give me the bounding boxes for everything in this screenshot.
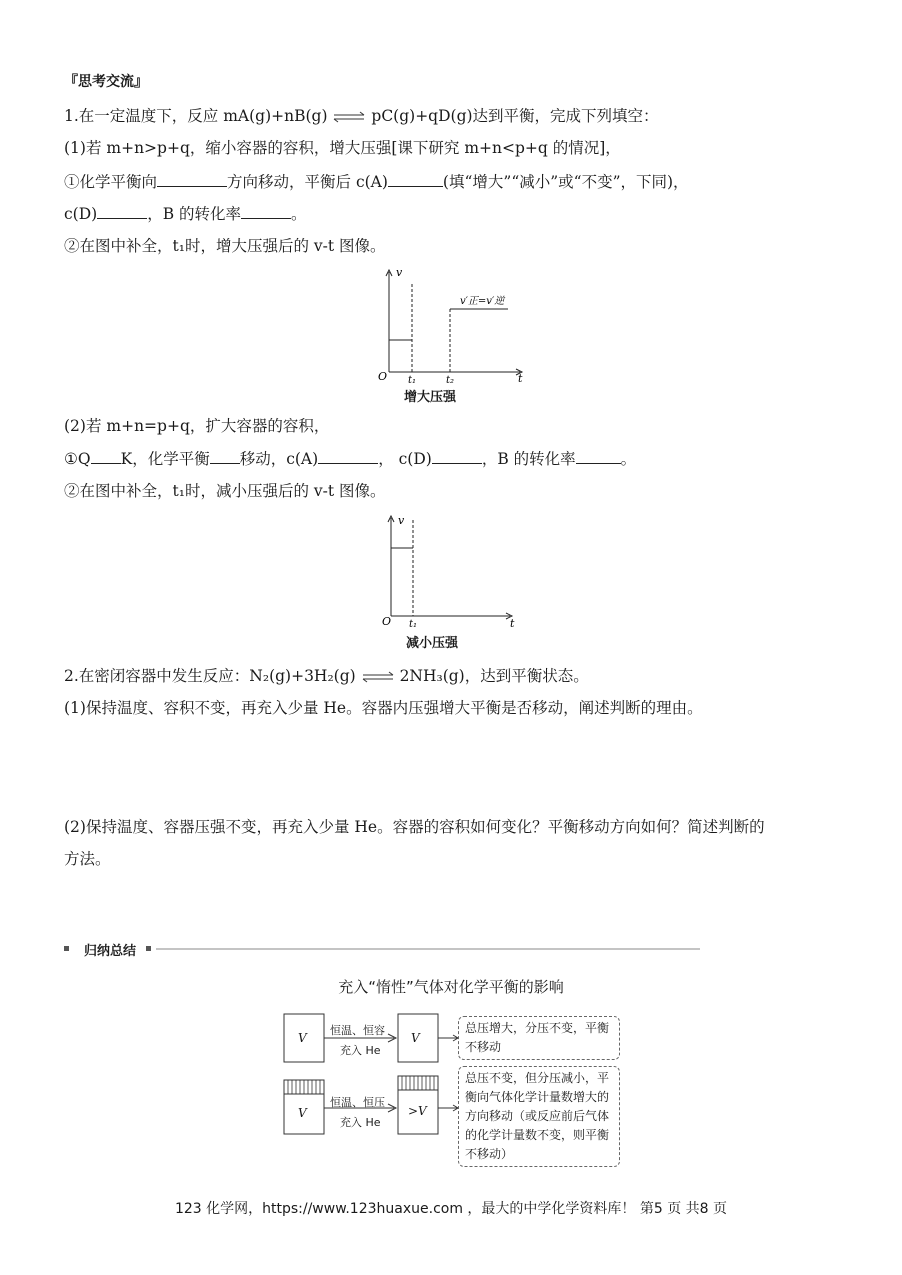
blank-field[interactable]	[318, 449, 378, 464]
equilibrium-arrow-icon	[361, 671, 395, 683]
graph2-caption: 减小压强	[406, 636, 459, 651]
q1-p2i-text-b: K，化学平衡	[120, 450, 210, 468]
row1-arrow-bottom: 充入 He	[340, 1044, 381, 1057]
tick-t2: t₂	[446, 375, 455, 384]
row1-note: 总压增大，分压不变，平衡不移动	[458, 1016, 620, 1060]
tick-t1: t₁	[409, 619, 418, 630]
row2-box-left-label: V	[298, 1106, 307, 1120]
q1-part2-i	[64, 449, 636, 469]
q1-p1i2-text-a: c(D)	[64, 205, 98, 223]
row1-box-right-label: V	[411, 1031, 420, 1045]
q2-part2: (2)保持温度、容器压强不变，再充入少量 He。容器的容积如何变化？平衡移动方向如何？简述判断的	[64, 818, 765, 836]
q1-p1i2-text-b: ，B 的转化率	[147, 205, 242, 223]
blank-field[interactable]	[157, 172, 227, 187]
y-axis-label: v	[396, 266, 403, 279]
row2-arrow-top: 恒温、恒压	[330, 1096, 385, 1109]
q1-part1-i-cont	[64, 204, 307, 224]
row2-arrow-bottom: 充入 He	[340, 1116, 381, 1129]
diagram-title: 充入“惰性”气体对化学平衡的影响	[338, 978, 564, 996]
equilibrium-arrow-icon	[332, 111, 366, 123]
q1-part1-i	[64, 172, 689, 192]
q1-part2-ii: ②在图中补全，t₁时，减小压强后的 v-t 图像。	[64, 482, 386, 500]
section-title: 『思考交流』	[64, 74, 148, 90]
blank-field[interactable]	[91, 449, 121, 464]
x-axis-label: t	[510, 617, 515, 630]
blank-field[interactable]	[210, 449, 240, 464]
q2-stem	[64, 666, 589, 686]
origin-label: O	[378, 370, 388, 383]
summary-title: 归纳总结	[80, 940, 140, 959]
q1-p1i-text-a: ①化学平衡向	[64, 173, 158, 191]
summary-divider	[64, 941, 704, 959]
origin-label: O	[382, 615, 392, 628]
q1-p2i-text-f: 。	[620, 450, 637, 468]
graph1-caption: 增大压强	[404, 390, 457, 405]
q1-part1-ii: ②在图中补全，t₁时，增大压强后的 v-t 图像。	[64, 237, 386, 255]
page-footer: 123 化学网，https://www.123huaxue.com ，最大的中学化学资料库！ 第5 页 共8 页	[174, 1201, 728, 1217]
blank-field[interactable]	[388, 172, 443, 187]
vt-graph-increase-pressure	[370, 264, 530, 384]
blank-field[interactable]	[576, 449, 621, 464]
row2-note: 总压不变，但分压减小，平衡向气体化学计量数增大的方向移动（或反应前后气体的化学计量数不变，则平衡不移动）	[458, 1066, 620, 1167]
q1-p2i-text-a: ①Q	[64, 450, 91, 468]
q1-p1i-text-c: (填“增大”“减小”或“不变”，下同)，	[442, 173, 689, 191]
q1-p1i2-text-c: 。	[291, 205, 307, 223]
vt-graph-decrease-pressure	[372, 510, 522, 630]
q2-part1: (1)保持温度、容积不变，再充入少量 He。容器内压强增大平衡是否移动，阐述判断的理由。	[64, 699, 703, 717]
q1-part2: (2)若 m+n=p+q，扩大容器的容积，	[64, 417, 330, 435]
equal-rate-label: v′正=v′逆	[460, 296, 505, 307]
q1-p1i-text-b: 方向移动，平衡后 c(A)	[227, 173, 388, 191]
x-axis-label: t	[518, 372, 523, 384]
q1-p2i-text-d: ， c(D)	[378, 450, 432, 468]
q1-stem-text-after: pC(g)+qD(g)达到平衡，完成下列填空：	[371, 107, 659, 125]
q2-stem-text: 2.在密闭容器中发生反应：N₂(g)+3H₂(g)	[64, 667, 356, 685]
q1-stem	[64, 106, 659, 126]
row1-box-left-label: V	[298, 1031, 307, 1045]
row2-box-right-label: >V	[408, 1104, 427, 1118]
blank-field[interactable]	[432, 449, 482, 464]
tick-t1: t₁	[408, 375, 417, 384]
row1-arrow-top: 恒温、恒容	[330, 1024, 385, 1037]
q1-part1: (1)若 m+n>p+q，缩小容器的容积，增大压强[课下研究 m+n<p+q 的情况]，	[64, 139, 621, 157]
blank-field[interactable]	[241, 204, 291, 219]
q2-part2-cont: 方法。	[64, 850, 111, 868]
q2-stem-text-after: 2NH₃(g)，达到平衡状态。	[399, 667, 589, 685]
q1-stem-text: 1.在一定温度下，反应 mA(g)+nB(g)	[64, 107, 328, 125]
blank-field[interactable]	[97, 204, 147, 219]
q1-p2i-text-e: ，B 的转化率	[481, 450, 576, 468]
q1-p2i-text-c: 移动，c(A)	[239, 450, 319, 468]
y-axis-label: v	[398, 514, 405, 527]
